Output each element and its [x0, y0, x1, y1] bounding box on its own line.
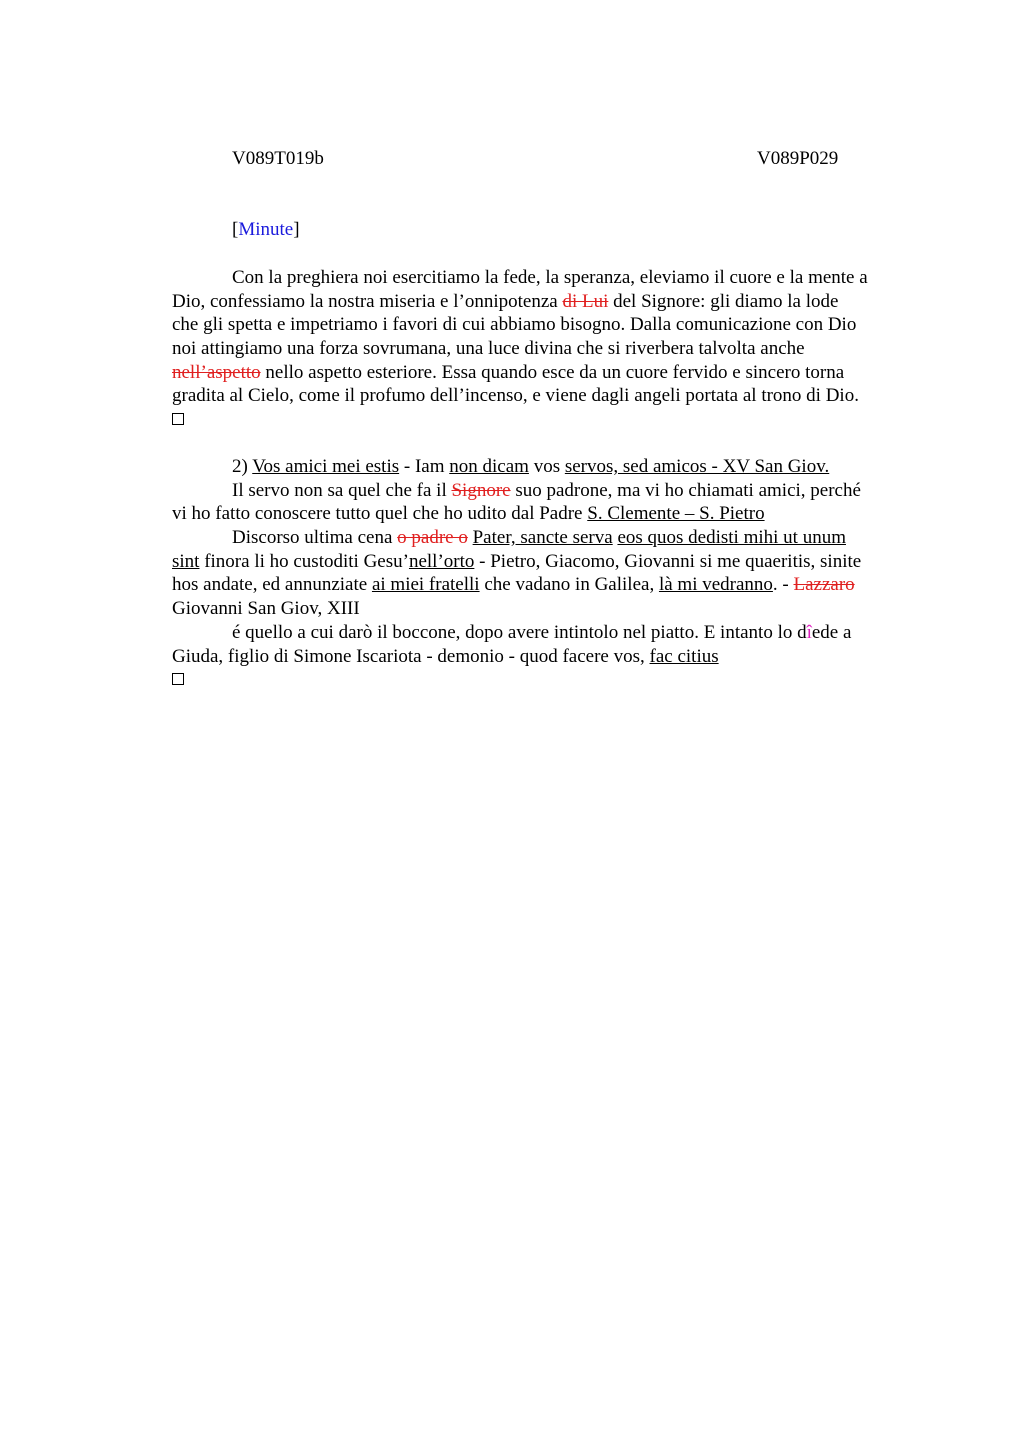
- text-run: - Iam: [399, 456, 450, 477]
- text-line: Giovanni San Giov, XIII: [172, 598, 360, 620]
- underlined-text: non dicam: [449, 456, 529, 477]
- text-line: [172, 455, 932, 479]
- section-tag: [232, 218, 300, 242]
- text-run: - Pietro, Giacomo, Giovanni si me quaeritis, sinite: [474, 550, 862, 572]
- text-line: [172, 645, 932, 669]
- text-run: che vadano in Galilea,: [479, 574, 659, 596]
- checkbox-line: [172, 408, 932, 432]
- text-run: finora li ho custoditi Gesu’: [199, 550, 409, 572]
- text-line: [172, 526, 932, 550]
- underlined-text: sint: [172, 550, 200, 572]
- text-line: [172, 502, 932, 526]
- underlined-text: fac citius: [649, 645, 719, 667]
- tag-word: Minute: [238, 219, 294, 240]
- text-line: gradita al Cielo, come il profumo dell’incenso, e viene dagli angeli portata al trono di Dio.: [172, 385, 859, 407]
- document-code-right: V089P029: [757, 148, 839, 169]
- underlined-text: S. Clemente – S. Pietro: [587, 503, 765, 525]
- tag-open-bracket: [: [232, 219, 239, 240]
- underlined-text: là mi vedranno: [658, 574, 773, 596]
- underlined-text: Pater, sancte serva: [472, 527, 613, 549]
- paragraph-notes: [172, 455, 932, 692]
- underlined-text: eos quos dedisti mihi ut unum: [617, 527, 846, 549]
- text-run: vi ho fatto conoscere tutto quel che ho udito dal Padre: [172, 503, 588, 525]
- checkbox-square-icon: [172, 673, 184, 685]
- document-code-left: V089T019b: [232, 148, 324, 169]
- underlined-text: servos, sed amicos - XV San Giov.: [564, 456, 830, 477]
- deleted-text: o padre o: [397, 527, 468, 549]
- tag-close-bracket: ]: [293, 219, 300, 240]
- text-run: del Signore: gli diamo la lode: [608, 290, 839, 312]
- text-run: suo padrone, ma vi ho chiamati amici, perché: [510, 479, 861, 501]
- text-run: é quello a cui darò il boccone, dopo avere intintolo nel piatto. E intanto lo d: [232, 621, 807, 643]
- text-run: Giuda, figlio di Simone Iscariota - demonio - quod facere vos,: [172, 645, 650, 667]
- underlined-text: ai miei fratelli: [371, 574, 480, 596]
- paragraph-prayer: [172, 266, 932, 432]
- underlined-text: Vos amici mei estis: [252, 456, 400, 477]
- text-line: [172, 479, 932, 503]
- text-line: [172, 621, 932, 645]
- text-line: che gli spetta e impetriamo i favori di cui abbiamo bisogno. Dalla comunicazione con Dio: [172, 314, 857, 336]
- deleted-text: Signore: [451, 479, 511, 501]
- text-run: . -: [772, 574, 794, 596]
- deleted-text: di Lui: [562, 290, 609, 312]
- text-run: nello aspetto esteriore. Essa quando esce da un cuore fervido e sincero torna: [260, 361, 845, 383]
- text-line: [172, 290, 932, 314]
- text-run: vos: [528, 456, 565, 477]
- underlined-text: nell’orto: [408, 550, 475, 572]
- text-line: noi attingiamo una forza sovrumana, una luce divina che si riverbera talvolta anche: [172, 338, 805, 360]
- checkbox-line: [172, 668, 932, 692]
- text-line: [172, 573, 932, 597]
- text-line: Con la preghiera noi esercitiamo la fede, la speranza, eleviamo il cuore e la mente a: [232, 267, 868, 288]
- text-run: Dio, confessiamo la nostra miseria e l’onnipotenza: [172, 290, 563, 312]
- text-run: ede a: [811, 621, 852, 643]
- deleted-text: Lazzaro: [793, 574, 855, 596]
- marked-character: î: [806, 621, 812, 643]
- text-line: [172, 361, 932, 385]
- deleted-text: nell’aspetto: [172, 361, 261, 383]
- text-line: [172, 550, 932, 574]
- text-run: 2): [232, 456, 253, 477]
- text-run: Il servo non sa quel che fa il: [232, 479, 452, 501]
- text-run: Discorso ultima cena: [232, 527, 398, 549]
- text-run: hos andate, ed annunziate: [172, 574, 372, 596]
- checkbox-square-icon: [172, 413, 184, 425]
